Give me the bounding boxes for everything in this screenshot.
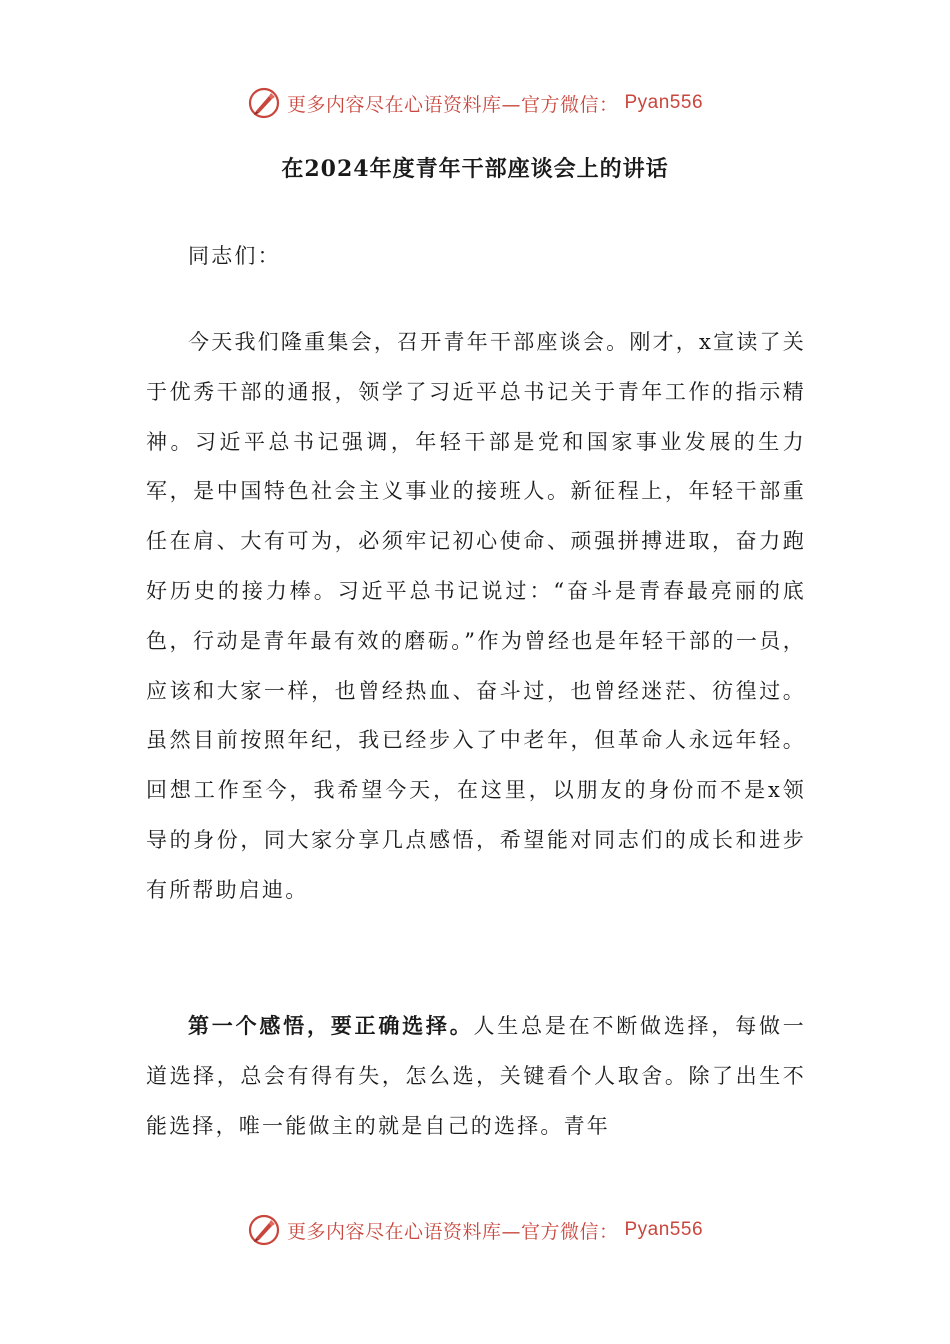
paragraph-1-text: 今天我们隆重集会，召开青年干部座谈会。刚才，x宣读了关于优秀干部的通报，领学了习近平总书记关于青年工作的指示精神。习近平总书记强调，年轻干部是党和国家事业发展的生力军，是中国特色社会主义事业的接班人。新征程上，年轻干部重任在肩、大有可为，必须牢记初心使命、顽强拼搏进取，奋力跑好历史的接力棒。习近平总书记说过：“奋斗是青春最亮丽的底色，行动是青年最有效的磨砺。”作为曾经也是年轻干部的一员，应该和大家一样，也曾经热血、奋斗过，也曾经迷茫、彷徨过。虽然目前按照年纪，我已经步入了中老年，但革命人永远年轻。回想工作至今，我希望今天，在这里，以朋友的身份而不是x领导的身份，同大家分享几点感悟，希望能对同志们的成长和进步有所帮助启迪。	[146, 330, 806, 902]
document-title: 在2024年度青年干部座谈会上的讲话	[281, 156, 669, 182]
paragraph-2-text	[146, 1001, 806, 1151]
pen-logo-icon	[247, 1213, 281, 1247]
paragraph-2-body: 人生总是在不断做选择，每做一道选择，总会有得有失，怎么选，关键看个人取舍。除了出生不能选择，唯一能做主的就是自己的选择。青年	[146, 1014, 806, 1138]
header-watermark	[0, 86, 950, 120]
pen-logo-icon	[247, 86, 281, 120]
watermark-text: 更多内容尽在心语资料库—官方微信：	[286, 1220, 619, 1243]
footer-watermark	[0, 1213, 950, 1247]
greeting	[146, 232, 806, 282]
watermark-account: Pyan556	[624, 92, 704, 113]
watermark-account: Pyan556	[624, 1219, 704, 1240]
watermark-text: 更多内容尽在心语资料库—官方微信：	[286, 93, 619, 116]
paragraph-2-lead: 第一个感悟，要正确选择。	[188, 1013, 474, 1038]
paragraph-1	[146, 318, 806, 916]
greeting-text: 同志们：	[188, 244, 281, 268]
paragraph-2	[146, 1001, 806, 1151]
